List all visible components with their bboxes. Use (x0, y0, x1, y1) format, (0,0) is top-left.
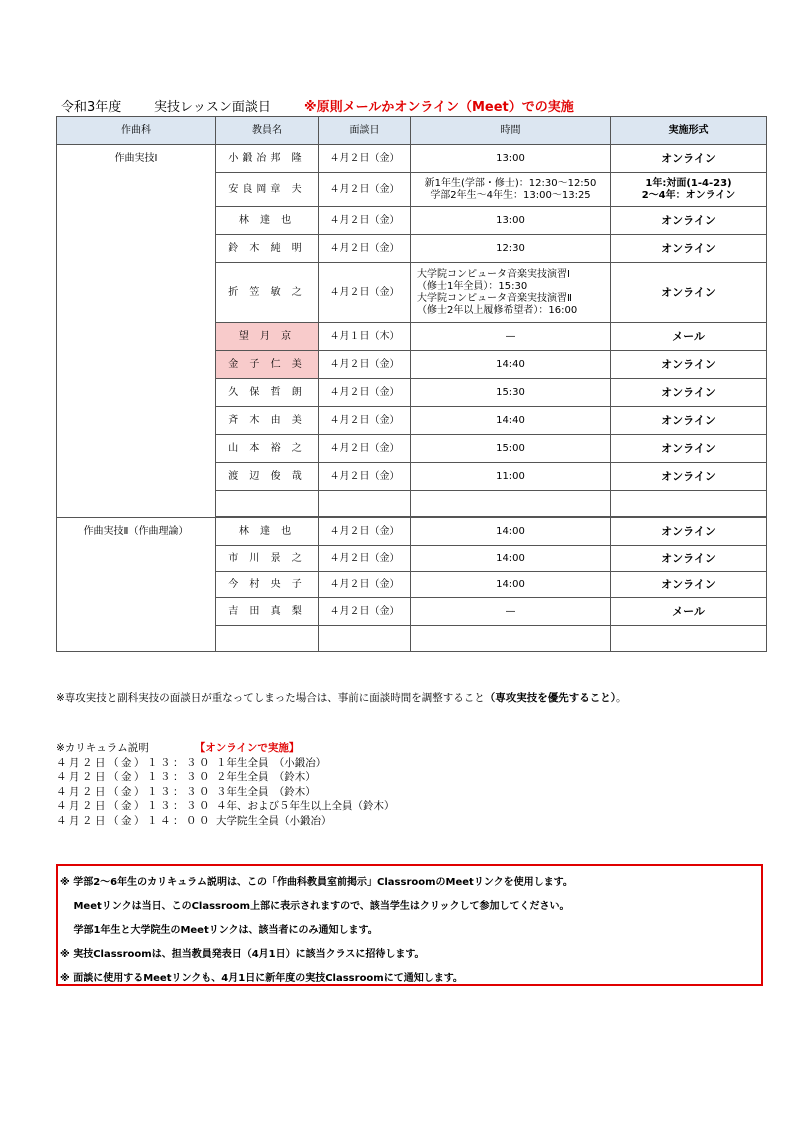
format-cell: オンライン (611, 235, 767, 263)
date-cell: ４月２日（金） (319, 173, 411, 207)
title-year: 令和3年度 (61, 100, 122, 115)
format-cell: メール (611, 598, 767, 626)
note-emphasis: （専攻実技を優先すること） (484, 692, 617, 704)
format-cell: オンライン (611, 435, 767, 463)
time-line: （修士2年以上履修希望者）：16:00 (417, 304, 578, 316)
header-department: 作曲科 (57, 117, 216, 145)
format-cell: メール (611, 323, 767, 351)
curriculum-desc: 大学院生全員（小鍛冶） (216, 814, 332, 827)
category-cell: 作曲実技Ⅱ（作曲理論） (57, 518, 216, 652)
curriculum-desc: ４年、および５年生以上全員（鈴木） (216, 800, 395, 812)
teacher-cell: 小鍛冶邦 隆 (216, 145, 319, 173)
teacher-cell: 林 達 也 (216, 207, 319, 235)
table-row (57, 145, 767, 173)
schedule-conflict-note (56, 690, 627, 705)
category-cell: 作曲実技Ⅰ (57, 145, 216, 518)
notice-line: ※ 学部2〜6年生のカリキュラム説明は、この「作曲科教員室前掲示」ClassroomのMeetリンクを使用します。 (60, 877, 573, 888)
format-cell: オンライン (611, 351, 767, 379)
curriculum-desc: １年生全員 （小鍛冶） (216, 756, 327, 769)
notice-line: 学部1年生と大学院生のMeetリンクは、該当者にのみ通知します。 (60, 925, 378, 936)
curriculum-title: ※カリキュラム説明 (56, 742, 149, 754)
date-cell: ４月２日（金） (319, 145, 411, 173)
date-cell: ４月２日（金） (319, 598, 411, 626)
time-cell: 14:40 (411, 407, 611, 435)
note-end: 。 (616, 692, 627, 704)
list-item (56, 785, 395, 800)
format-line: 2〜4年：オンライン (641, 189, 736, 201)
curriculum-datetime: ４月２日（金）１３：３０ (56, 771, 212, 783)
notice-box (56, 864, 763, 986)
time-cell: 12:30 (411, 235, 611, 263)
teacher-cell: 安良岡章 夫 (216, 173, 319, 207)
page-title (61, 96, 574, 115)
teacher-cell: 折 笠 敏 之 (216, 263, 319, 323)
format-line: 1年:対面(1-4-23) (645, 177, 732, 189)
curriculum-datetime: ４月２日（金）１３：３０ (56, 785, 212, 798)
date-cell: ４月２日（金） (319, 435, 411, 463)
table-row (57, 518, 767, 546)
format-cell: オンライン (611, 145, 767, 173)
time-cell: 11:00 (411, 463, 611, 491)
format-cell: オンライン (611, 263, 767, 323)
teacher-cell: 林 達 也 (216, 518, 319, 546)
time-line: （修士1年全員）：15:30 (417, 280, 528, 292)
date-cell: ４月２日（金） (319, 235, 411, 263)
teacher-cell: 市 川 景 之 (216, 546, 319, 572)
notice-line: Meetリンクは当日、このClassroom上部に表示されますので、該当学生はクリックして参加してください。 (60, 901, 570, 912)
curriculum-heading (56, 741, 395, 756)
schedule-table (56, 116, 767, 652)
date-cell: ４月２日（金） (319, 263, 411, 323)
list-item (56, 814, 395, 829)
time-line: 新1年生(学部・修士)：12:30〜12:50 (424, 177, 597, 189)
format-cell: オンライン (611, 207, 767, 235)
notice-line: ※ 実技Classroomは、担当教員発表日（4月1日）に該当クラスに招待します。 (60, 949, 425, 960)
time-line: 大学院コンピュータ音楽実技演習Ⅰ (417, 268, 570, 280)
table-header (57, 117, 767, 145)
format-cell: オンライン (611, 518, 767, 546)
time-line: 大学院コンピュータ音楽実技演習Ⅱ (417, 292, 572, 304)
date-cell: ４月２日（金） (319, 407, 411, 435)
time-cell (411, 263, 611, 323)
time-cell: 13:00 (411, 145, 611, 173)
curriculum-section (56, 741, 395, 828)
time-cell: 14:40 (411, 351, 611, 379)
date-cell: ４月１日（木） (319, 323, 411, 351)
format-cell: オンライン (611, 407, 767, 435)
time-cell: 15:00 (411, 435, 611, 463)
teacher-cell: 望 月 京 (216, 323, 319, 351)
teacher-cell: 山 本 裕 之 (216, 435, 319, 463)
curriculum-datetime: ４月２日（金）１３：３０ (56, 756, 212, 769)
online-label: 【オンラインで実施】 (194, 742, 300, 754)
list-item (56, 756, 395, 771)
format-cell: オンライン (611, 463, 767, 491)
notice-line: ※ 面談に使用するMeetリンクも、4月1日に新年度の実技Classroomにて通知します。 (60, 973, 463, 984)
date-cell: ４月２日（金） (319, 463, 411, 491)
title-event: 実技レッスン面談日 (154, 100, 271, 115)
curriculum-datetime: ４月２日（金）１３：３０ (56, 800, 212, 812)
header-time: 時間 (411, 117, 611, 145)
date-cell: ４月２日（金） (319, 546, 411, 572)
format-cell (611, 173, 767, 207)
header-format: 実施形式 (611, 117, 767, 145)
format-cell: オンライン (611, 572, 767, 598)
curriculum-datetime: ４月２日（金）１４：００ (56, 814, 212, 827)
curriculum-desc: ３年生全員 （鈴木） (216, 785, 316, 798)
date-cell: ４月２日（金） (319, 351, 411, 379)
list-item (56, 770, 395, 785)
teacher-cell: 斉 木 由 美 (216, 407, 319, 435)
time-line: 学部2年生〜4年生：13:00〜13:25 (430, 189, 591, 201)
date-cell: ４月２日（金） (319, 207, 411, 235)
title-note: ※原則メールかオンライン（Meet）での実施 (304, 100, 574, 115)
teacher-cell: 金 子 仁 美 (216, 351, 319, 379)
header-date: 面談日 (319, 117, 411, 145)
note-text: ※専攻実技と副科実技の面談日が重なってしまった場合は、事前に面談時間を調整すること (56, 692, 485, 704)
format-cell: オンライン (611, 546, 767, 572)
date-cell: ４月２日（金） (319, 379, 411, 407)
time-cell: — (411, 598, 611, 626)
date-cell: ４月２日（金） (319, 518, 411, 546)
time-cell: 13:00 (411, 207, 611, 235)
teacher-cell: 吉 田 真 梨 (216, 598, 319, 626)
header-teacher: 教員名 (216, 117, 319, 145)
teacher-cell: 久 保 哲 朗 (216, 379, 319, 407)
time-cell (411, 173, 611, 207)
curriculum-desc: ２年生全員 （鈴木） (216, 771, 316, 783)
date-cell: ４月２日（金） (319, 572, 411, 598)
teacher-cell: 今 村 央 子 (216, 572, 319, 598)
time-cell: 14:00 (411, 546, 611, 572)
format-cell: オンライン (611, 379, 767, 407)
time-cell: 14:00 (411, 518, 611, 546)
time-cell: 15:30 (411, 379, 611, 407)
time-cell: — (411, 323, 611, 351)
teacher-cell: 鈴 木 純 明 (216, 235, 319, 263)
list-item (56, 799, 395, 814)
teacher-cell: 渡 辺 俊 哉 (216, 463, 319, 491)
time-cell: 14:00 (411, 572, 611, 598)
